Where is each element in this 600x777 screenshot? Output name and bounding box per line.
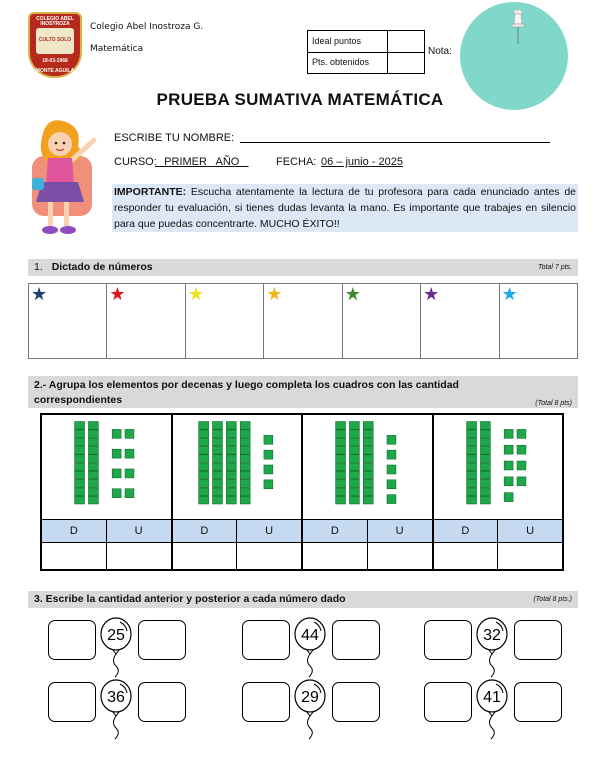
base-ten-blocks-table (40, 413, 564, 571)
before-number-box[interactable] (424, 682, 472, 722)
unit-cube (263, 465, 272, 474)
given-number: 41 (483, 689, 501, 706)
dictation-cell[interactable] (186, 284, 264, 358)
obtained-points-label: Pts. obtenidos (308, 52, 388, 74)
name-label: ESCRIBE TU NOMBRE: (114, 132, 235, 144)
tens-label: D (42, 520, 107, 542)
after-number-box[interactable] (138, 682, 186, 722)
crest-sub-text: CULTO SOLO (38, 37, 72, 43)
unit-cube (125, 469, 134, 478)
grade-label: Nota: (428, 46, 452, 57)
dictation-cell[interactable] (343, 284, 421, 358)
school-crest (28, 12, 82, 78)
course-label: CURSO: (114, 156, 157, 168)
after-number-box[interactable] (138, 620, 186, 660)
dictation-cell[interactable] (107, 284, 185, 358)
given-number: 32 (483, 627, 501, 644)
ten-rod (336, 422, 346, 504)
ideal-points-label: Ideal puntos (308, 31, 388, 53)
after-number-box[interactable] (514, 682, 562, 722)
balloon-icon (475, 678, 509, 740)
base-ten-blocks-icon (434, 415, 563, 519)
star-icon: ★ (266, 284, 283, 304)
du-answer-row (42, 543, 171, 569)
tens-label: D (173, 520, 238, 542)
units-label: U (134, 525, 143, 537)
ten-rod (226, 422, 236, 504)
units-label: U (395, 525, 404, 537)
block-group (42, 415, 173, 569)
units-answer-box[interactable] (368, 543, 432, 569)
unit-cube (517, 429, 526, 438)
unit-cube (387, 450, 396, 459)
unit-cube (517, 445, 526, 454)
important-notice (112, 184, 578, 232)
block-group (303, 415, 434, 569)
du-answer-row (303, 543, 432, 569)
du-header (303, 519, 432, 543)
score-box (307, 30, 425, 74)
ten-rod (466, 422, 476, 504)
unit-cube (517, 477, 526, 486)
block-group (173, 415, 304, 569)
du-header (42, 519, 171, 543)
unit-cube (517, 461, 526, 470)
before-number-box[interactable] (48, 620, 96, 660)
du-answer-row (434, 543, 563, 569)
ten-rod (240, 422, 250, 504)
unit-cube (504, 429, 513, 438)
tens-answer-box[interactable] (434, 543, 499, 569)
du-header (173, 519, 302, 543)
star-icon: ★ (423, 284, 440, 304)
dictation-cell[interactable] (29, 284, 107, 358)
balloon-icon (99, 616, 133, 678)
date-value: 06 – junio - 2025 (321, 156, 403, 168)
unit-cube (387, 480, 396, 489)
unit-cube (112, 489, 121, 498)
pushpin-icon (510, 10, 526, 46)
units-label: U (526, 525, 535, 537)
unit-cube (125, 449, 134, 458)
base-ten-blocks-icon (303, 415, 432, 519)
section2-points: (Total 8 pts) (535, 400, 572, 407)
after-number-box[interactable] (332, 682, 380, 722)
crest-top-text: COLEGIO ABEL INOSTROZA (36, 16, 74, 27)
unit-cube (112, 469, 121, 478)
balloon-icon (99, 678, 133, 740)
after-number-box[interactable] (514, 620, 562, 660)
ten-rod (349, 422, 359, 504)
ten-rod (363, 422, 373, 504)
tens-label: D (303, 520, 368, 542)
unit-cube (125, 429, 134, 438)
unit-cube (387, 465, 396, 474)
ten-rod (75, 422, 85, 504)
unit-cube (125, 489, 134, 498)
unit-cube (504, 493, 513, 502)
section1-header (28, 259, 578, 276)
school-name: Colegio Abel Inostroza G. (90, 22, 204, 32)
units-answer-box[interactable] (237, 543, 301, 569)
units-label: U (265, 525, 274, 537)
balloon-icon (475, 616, 509, 678)
given-number: 44 (301, 627, 319, 644)
given-number: 25 (107, 627, 125, 644)
unit-cube (112, 429, 121, 438)
section1-number: 1. (34, 261, 43, 273)
crest-place: MONTE AGUILA (35, 68, 75, 74)
ten-rod (212, 422, 222, 504)
crest-emblem (36, 28, 74, 54)
unit-cube (263, 435, 272, 444)
before-number-box[interactable] (424, 620, 472, 660)
section3-title: 3. Escribe la cantidad anterior y posterior a cada número dado (34, 593, 346, 605)
dictation-cell[interactable] (500, 284, 577, 358)
given-number: 36 (107, 689, 125, 706)
unit-cube (504, 461, 513, 470)
after-number-box[interactable] (332, 620, 380, 660)
units-answer-box[interactable] (498, 543, 562, 569)
tens-label: D (434, 520, 499, 542)
unit-cube (387, 435, 396, 444)
dictation-cell[interactable] (421, 284, 499, 358)
course-value: PRIMER AÑO (155, 156, 249, 168)
base-ten-blocks-icon (173, 415, 302, 519)
before-number-box[interactable] (242, 682, 290, 722)
before-number-box[interactable] (48, 682, 96, 722)
du-header (434, 519, 563, 543)
section1-points: Total 7 pts. (538, 264, 572, 271)
unit-cube (504, 445, 513, 454)
section3-header (28, 591, 578, 608)
du-answer-row (173, 543, 302, 569)
dictation-grid (28, 283, 578, 359)
star-icon: ★ (109, 284, 126, 304)
tens-answer-box[interactable] (42, 543, 107, 569)
important-text: Escucha atentamente la lectura de tu profesora para cada enunciado antes de responder tu evaluación, si tienes dudas levanta la mano. Es importante que trabajes en silencio para que puedas concentrarte. MUCHO ÉXITO!! (114, 186, 576, 230)
ten-rod (198, 422, 208, 504)
before-number-box[interactable] (242, 620, 290, 660)
given-number: 29 (301, 689, 319, 706)
ten-rod (480, 422, 490, 504)
date-label: FECHA: (276, 156, 317, 168)
base-ten-blocks-icon (42, 415, 171, 519)
dictation-cell[interactable] (264, 284, 342, 358)
star-icon: ★ (31, 284, 48, 304)
unit-cube (387, 495, 396, 504)
section2-title: 2.- Agrupa los elementos por decenas y luego completa los cuadros con las cantidad correspondientes (34, 379, 459, 406)
star-icon: ★ (187, 284, 204, 304)
balloon-icon (293, 678, 327, 740)
block-group (434, 415, 563, 569)
section1-title: Dictado de números (51, 261, 153, 273)
page-title: PRUEBA SUMATIVA MATEMÁTICA (156, 90, 444, 109)
tens-answer-box[interactable] (173, 543, 238, 569)
section2-header (28, 376, 578, 408)
section3-points: (Total 8 pts.) (533, 596, 572, 603)
unit-cube (504, 477, 513, 486)
balloon-icon (293, 616, 327, 678)
unit-cube (263, 480, 272, 489)
tens-answer-box[interactable] (303, 543, 368, 569)
subject-name: Matemática (90, 44, 144, 54)
unit-cube (263, 450, 272, 459)
units-answer-box[interactable] (107, 543, 171, 569)
star-icon: ★ (501, 284, 518, 304)
star-icon: ★ (344, 284, 361, 304)
girl-illustration-icon (30, 118, 100, 240)
name-input-line[interactable] (240, 142, 550, 143)
ten-rod (88, 422, 98, 504)
unit-cube (112, 449, 121, 458)
crest-date: 18-03-1968 (42, 58, 68, 64)
important-label: IMPORTANTE: (114, 186, 187, 198)
